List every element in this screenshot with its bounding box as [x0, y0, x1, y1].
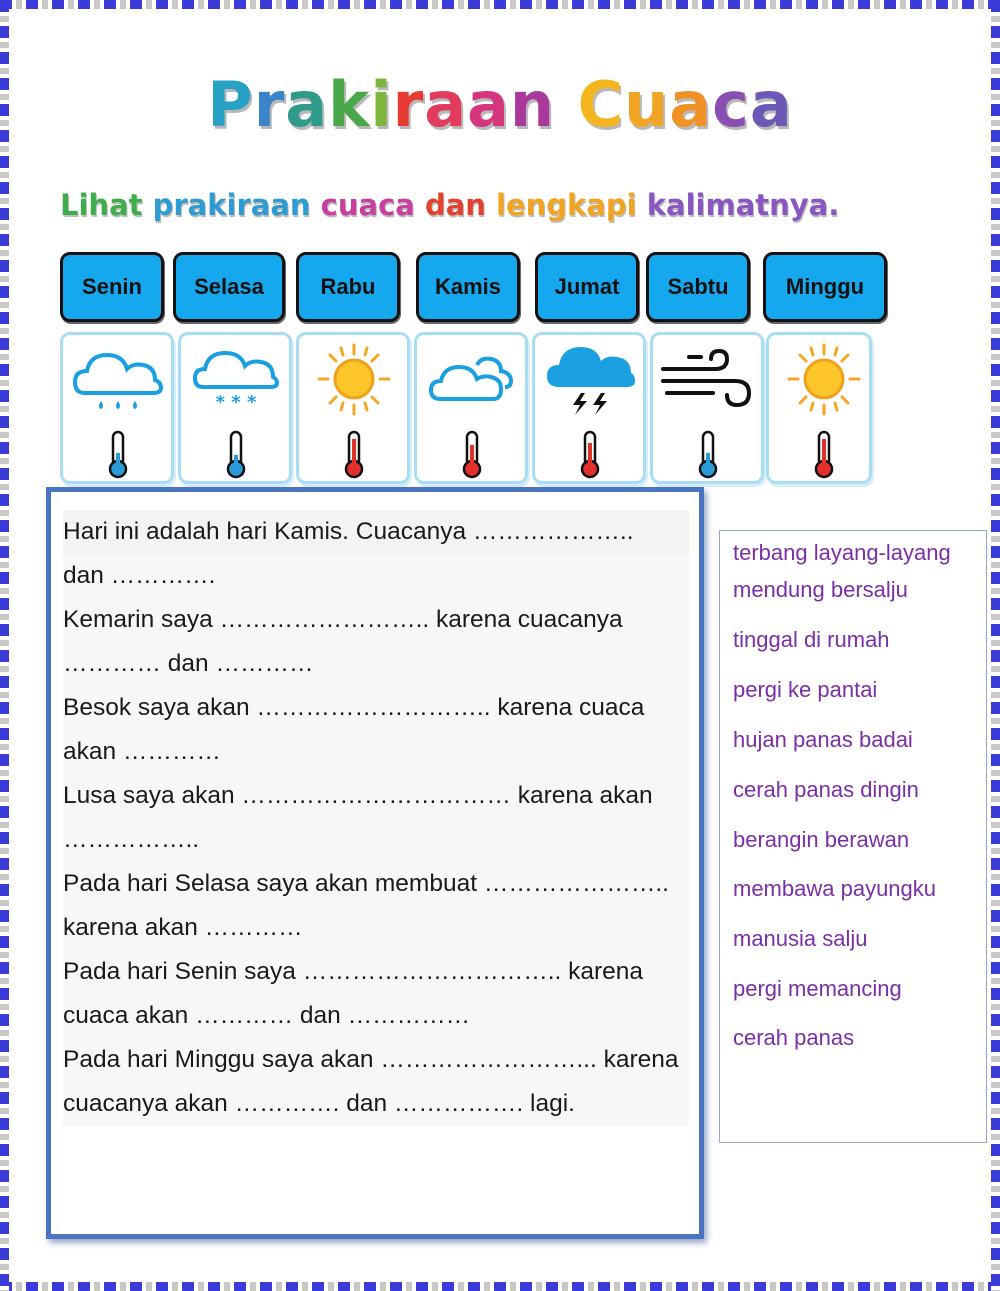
instruction-word: kalimatnya.	[646, 188, 840, 222]
word-bank-item[interactable]: tinggal di rumah	[733, 627, 890, 652]
title-letter: k	[328, 68, 371, 141]
day-button-jumat[interactable]: Jumat	[535, 252, 639, 322]
word-bank-item[interactable]: pergi memancing	[733, 976, 902, 1001]
page-border-bottom	[0, 1282, 1000, 1291]
title-letter: a	[749, 68, 793, 141]
word-bank-item[interactable]: cerah panas	[733, 1025, 855, 1050]
weather-tile-senin	[60, 332, 174, 484]
cloudy-icon	[431, 359, 511, 399]
page-border-top	[0, 0, 1000, 9]
thermometer-icon	[582, 432, 598, 477]
sentence-line: dan ………….	[63, 554, 689, 598]
thermometer-icon	[346, 432, 362, 477]
sun-icon	[319, 345, 389, 414]
sentence-line: Besok saya akan ……………………….. karena cuaca	[63, 686, 689, 730]
sun-icon	[789, 345, 859, 414]
day-button-kamis[interactable]: Kamis	[416, 252, 520, 322]
sentence-line: cuaca akan ………… dan ……………	[63, 994, 689, 1038]
day-button-selasa[interactable]: Selasa	[173, 252, 285, 322]
instruction-word: dan	[424, 188, 486, 222]
instruction-word: prakiraan	[152, 188, 311, 222]
word-bank-item[interactable]: berangin berawan	[733, 827, 910, 852]
title-letter: P	[207, 68, 254, 141]
weather-tile-kamis	[414, 332, 528, 484]
word-bank-item[interactable]: mendung bersalju	[733, 577, 908, 602]
instruction-word: cuaca	[320, 188, 415, 222]
thermometer-icon	[816, 432, 832, 477]
word-bank-item[interactable]: membawa payungku	[733, 876, 937, 901]
weather-tile-selasa	[178, 332, 292, 484]
word-bank-item[interactable]: terbang layang-layang	[733, 540, 951, 565]
title-letter: u	[624, 68, 670, 141]
page-border-left	[0, 0, 9, 1291]
sentence-line: Lusa saya akan …………………………… karena akan	[63, 774, 689, 818]
sentence-line: Pada hari Minggu saya akan ……………………... karena	[63, 1038, 689, 1082]
title-letter: a	[467, 68, 510, 141]
thermometer-icon	[700, 432, 716, 477]
thermometer-icon	[110, 432, 126, 477]
page-title	[0, 68, 1000, 141]
sentence-list	[63, 510, 689, 1126]
sentence-line: Hari ini adalah hari Kamis. Cuacanya ………………..	[63, 510, 689, 554]
word-bank-item[interactable]: pergi ke pantai	[733, 677, 878, 702]
day-button-senin[interactable]: Senin	[60, 252, 164, 322]
word-bank-item[interactable]: manusia salju	[733, 926, 868, 951]
title-letter: a	[669, 68, 713, 141]
word-bank-item[interactable]: cerah panas dingin	[733, 777, 919, 802]
rain-cloud-icon	[75, 355, 161, 409]
day-button-minggu[interactable]: Minggu	[763, 252, 887, 322]
sentence-line: cuacanya akan …………. dan ……………. lagi.	[63, 1082, 689, 1126]
sentence-line: Pada hari Senin saya ………………………….. karena	[63, 950, 689, 994]
title-letter: n	[509, 68, 556, 141]
weather-tile-sabtu	[650, 332, 764, 484]
instruction-word: Lihat	[60, 188, 143, 222]
thunderstorm-icon	[547, 347, 635, 415]
thermometer-icon	[228, 432, 244, 477]
sentence-line: Kemarin saya …………………….. karena cuacanya	[63, 598, 689, 642]
title-letter: r	[253, 68, 286, 141]
title-letter: C	[577, 68, 625, 141]
wind-icon	[663, 351, 749, 405]
day-button-rabu[interactable]: Rabu	[296, 252, 400, 322]
sentence-line: ……………..	[63, 818, 689, 862]
instruction-text	[60, 188, 839, 222]
word-bank	[719, 530, 987, 1143]
sentence-line: karena akan …………	[63, 906, 689, 950]
thermometer-icon	[464, 432, 480, 477]
title-letter: r	[392, 68, 425, 141]
title-letter: c	[712, 68, 750, 141]
sentence-line: akan …………	[63, 730, 689, 774]
sentence-line: ………… dan …………	[63, 642, 689, 686]
word-bank-item[interactable]: hujan panas badai	[733, 727, 913, 752]
snow-cloud-icon	[195, 353, 277, 413]
svg-text:* * *: * * *	[215, 392, 257, 413]
weather-tile-rabu	[296, 332, 410, 484]
title-letter: a	[285, 68, 329, 141]
title-letter	[555, 68, 578, 141]
sentence-box	[46, 487, 704, 1239]
instruction-word: lengkapi	[496, 188, 637, 222]
sentence-line: Pada hari Selasa saya akan membuat …………………..	[63, 862, 689, 906]
title-letter: a	[424, 68, 468, 141]
weather-tile-jumat	[532, 332, 646, 484]
page-border-right	[991, 0, 1000, 1291]
day-button-sabtu[interactable]: Sabtu	[646, 252, 750, 322]
weather-tile-minggu	[766, 332, 872, 484]
title-letter: i	[370, 68, 393, 141]
